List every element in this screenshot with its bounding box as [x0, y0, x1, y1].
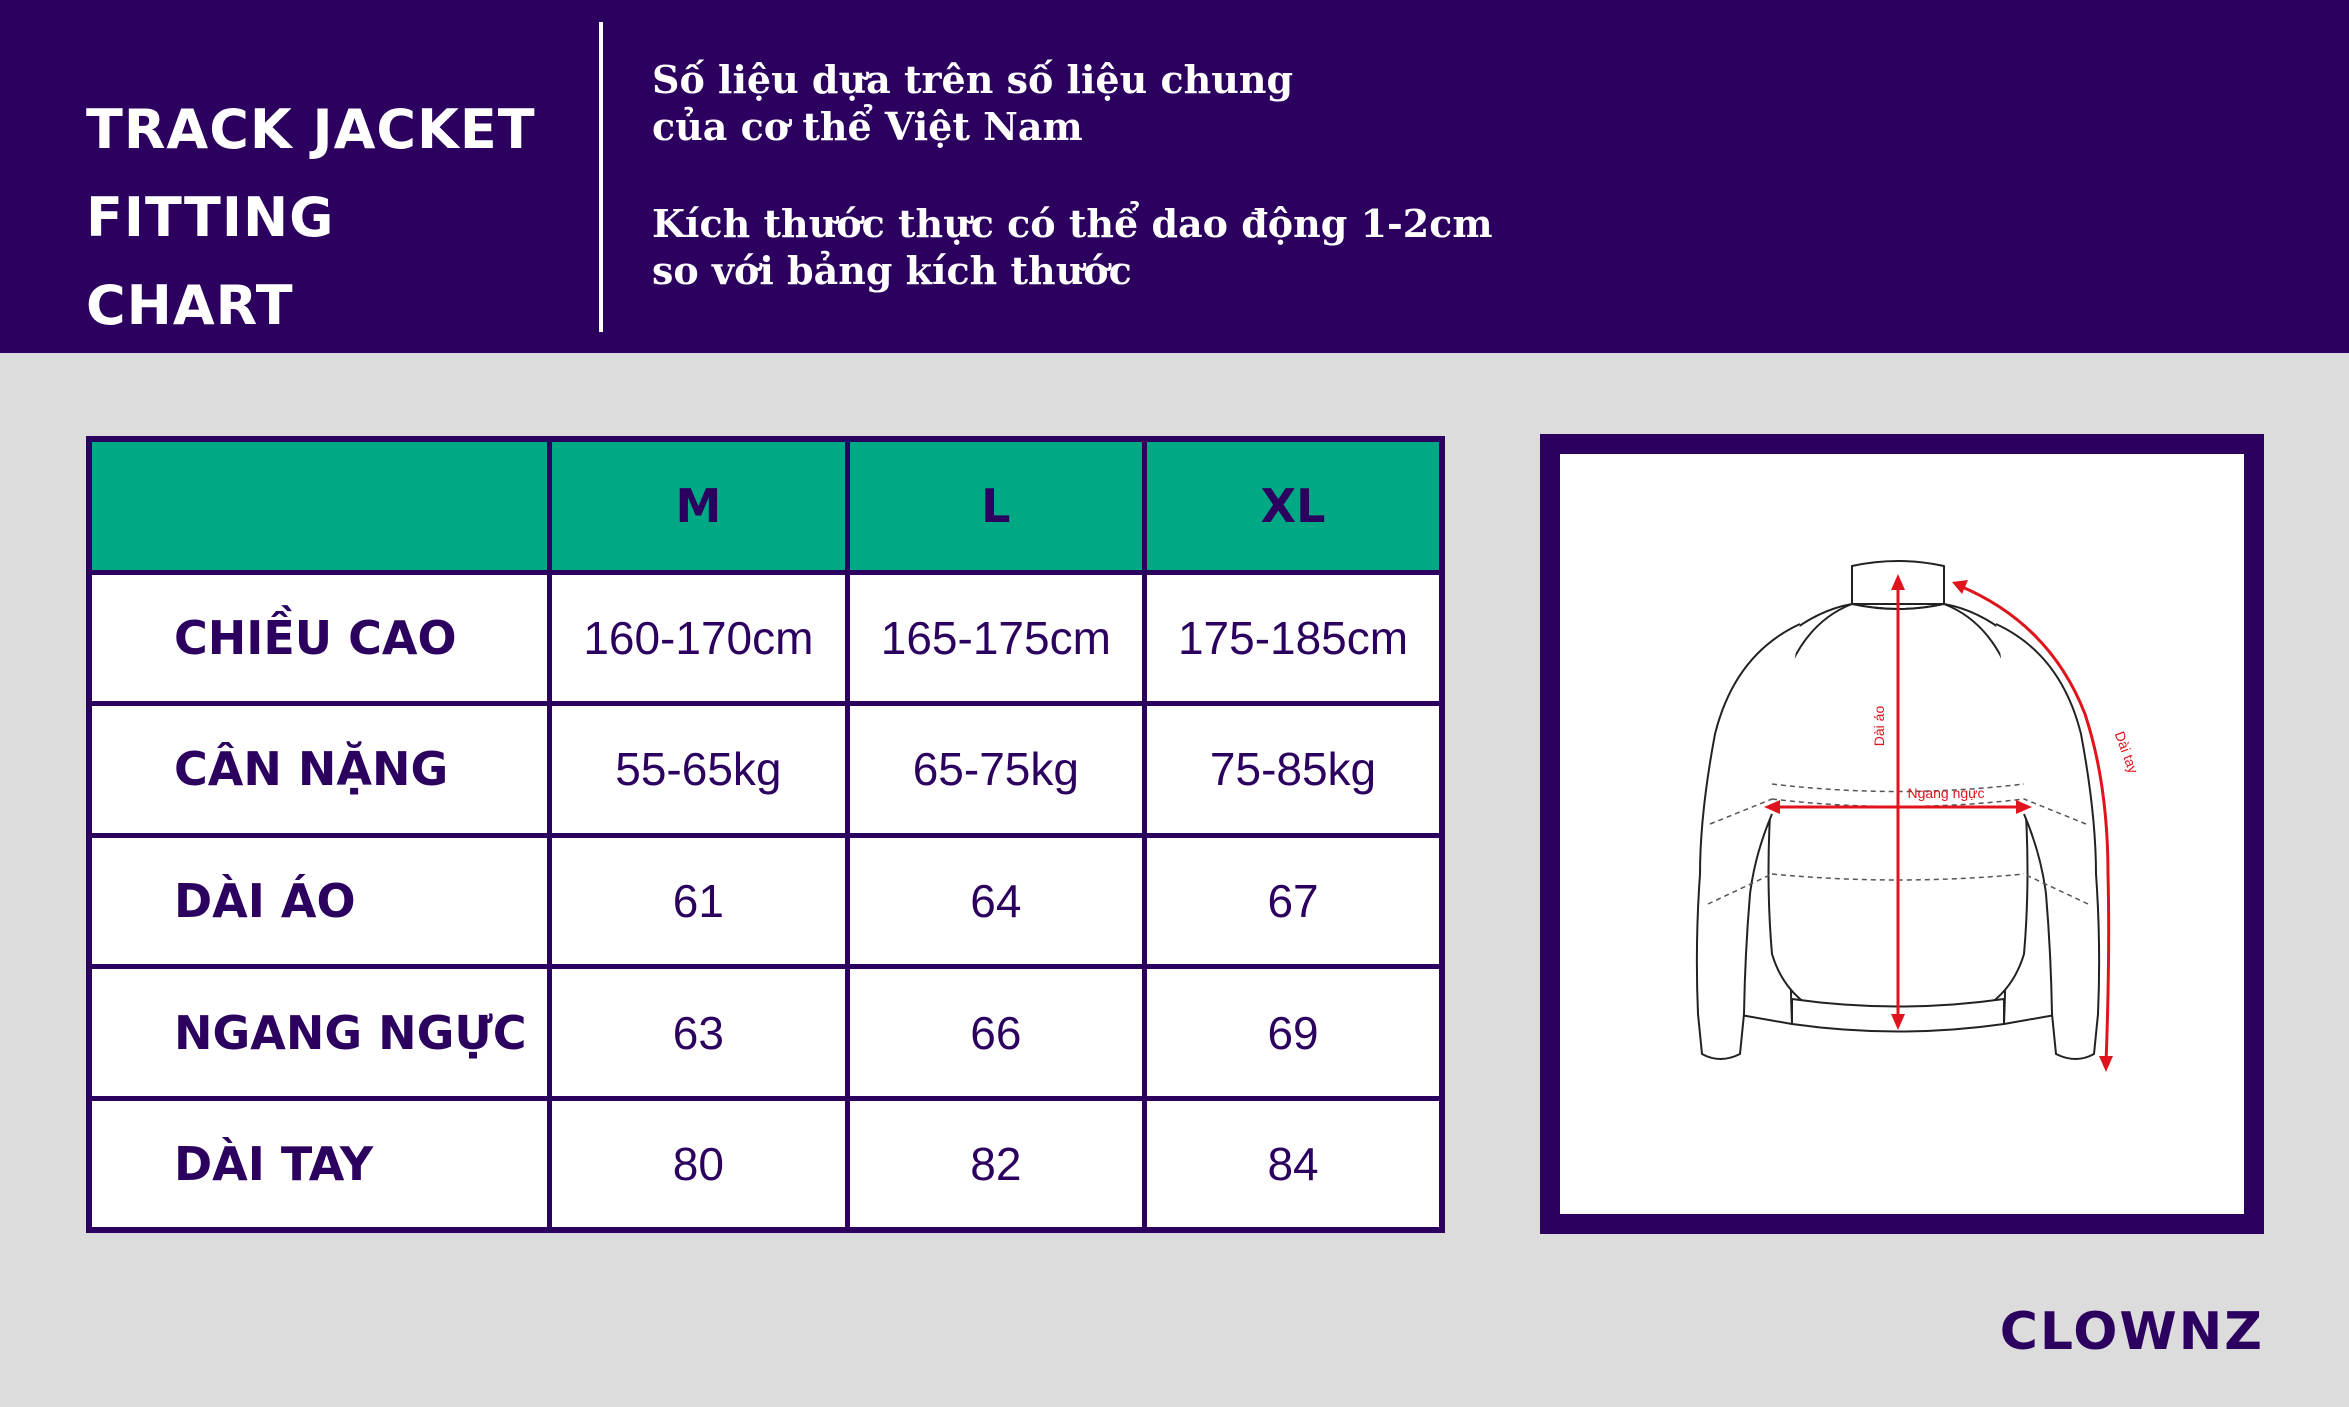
header-divider — [599, 22, 603, 332]
row-label: CHIỀU CAO — [89, 572, 550, 704]
row-label: CÂN NẶNG — [89, 704, 550, 836]
row-label: DÀI TAY — [89, 1098, 550, 1230]
table-row — [89, 1098, 1442, 1230]
header-cell-size-xl: XL — [1145, 439, 1442, 572]
header-banner — [0, 0, 2349, 353]
note-line: Số liệu dựa trên số liệu chung — [652, 57, 1294, 102]
table-cell: 55-65kg — [550, 704, 847, 836]
table-cell: 64 — [847, 835, 1144, 967]
table-row — [89, 835, 1442, 967]
note-line: Kích thước thực có thể dao động 1-2cm — [652, 201, 1493, 246]
table-row — [89, 572, 1442, 704]
row-label: DÀI ÁO — [89, 835, 550, 967]
size-table — [86, 436, 1445, 1233]
header-cell-size-m: M — [550, 439, 847, 572]
title-line: TRACK JACKET — [86, 98, 536, 161]
page-title — [86, 86, 536, 350]
brand-logo: CLOWNZ — [1999, 1302, 2264, 1362]
table-cell: 160-170cm — [550, 572, 847, 704]
table-cell: 165-175cm — [847, 572, 1144, 704]
table-cell: 175-185cm — [1145, 572, 1442, 704]
table-cell: 67 — [1145, 835, 1442, 967]
header-cell-size-l: L — [847, 439, 1144, 572]
jacket-diagram — [1560, 454, 2244, 1214]
row-label: NGANG NGỰC — [89, 967, 550, 1099]
table-cell: 80 — [550, 1098, 847, 1230]
table-cell: 84 — [1145, 1098, 1442, 1230]
table-cell: 69 — [1145, 967, 1442, 1099]
size-notes — [652, 56, 1493, 294]
table-cell: 82 — [847, 1098, 1144, 1230]
header-cell-empty — [89, 439, 550, 572]
table-header-row — [89, 439, 1442, 572]
sleeve-arrow-bottom — [2099, 1056, 2113, 1072]
table-cell: 65-75kg — [847, 704, 1144, 836]
sleeve-label: Dài tay — [2111, 729, 2142, 776]
note-line: của cơ thể Việt Nam — [652, 104, 1083, 149]
table-cell: 75-85kg — [1145, 704, 1442, 836]
jacket-diagram-frame — [1540, 434, 2264, 1234]
table-cell: 66 — [847, 967, 1144, 1099]
chest-label: Ngang ngực — [1907, 785, 1985, 801]
note-line: so với bảng kích thước — [652, 248, 1132, 293]
length-label: Dài áo — [1871, 705, 1887, 747]
table-row — [89, 704, 1442, 836]
table-row — [89, 967, 1442, 1099]
table-cell: 61 — [550, 835, 847, 967]
title-line: CHART — [86, 274, 294, 337]
title-line: FITTING — [86, 186, 335, 249]
table-cell: 63 — [550, 967, 847, 1099]
